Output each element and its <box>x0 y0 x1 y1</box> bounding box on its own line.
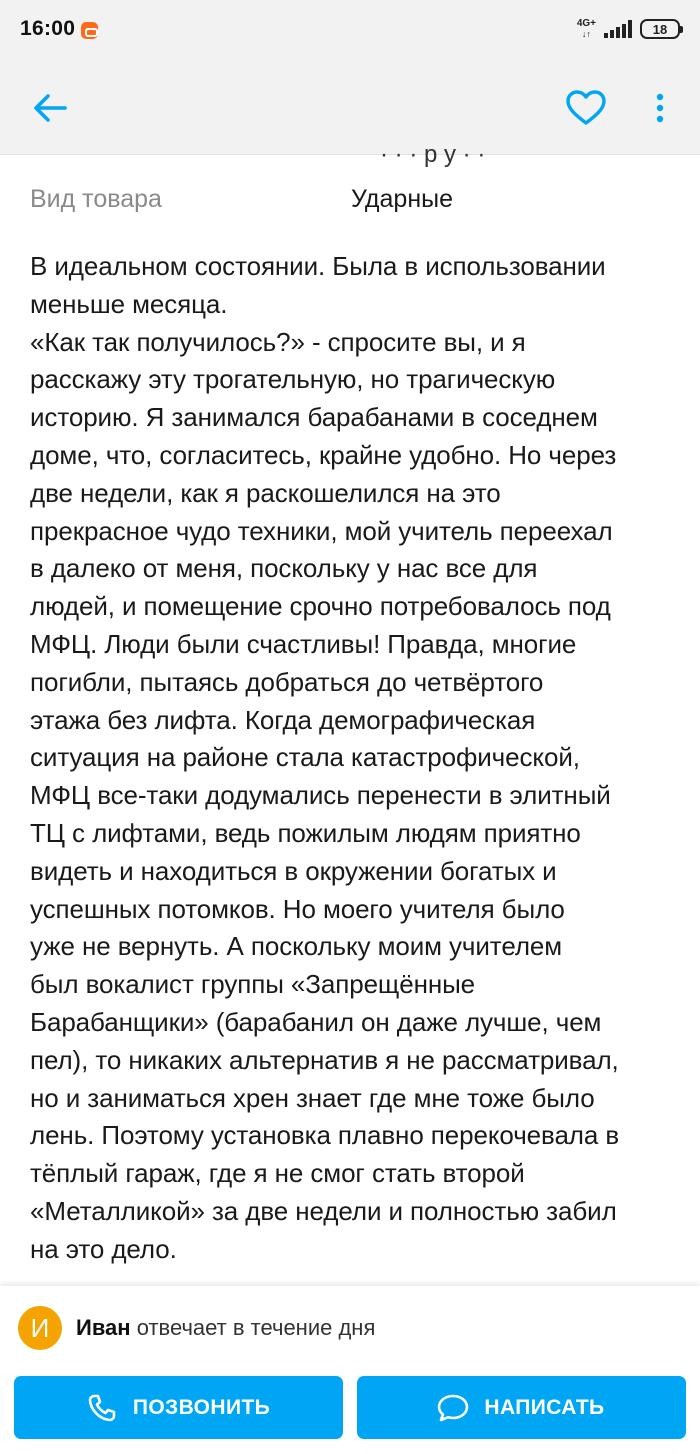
listing-content[interactable] <box>0 141 700 1285</box>
contact-panel <box>0 1286 700 1454</box>
seller-name[interactable]: Иван <box>76 1315 131 1340</box>
call-button[interactable] <box>14 1376 343 1439</box>
description-line: меньше месяца. <box>30 288 228 319</box>
chat-bubble-icon <box>438 1393 468 1423</box>
description-line: уже не вернуть. А поскольку моим учителем <box>30 931 563 962</box>
arrow-back-icon <box>33 93 67 123</box>
description-line: две недели, как я раскошелился на это <box>30 477 501 508</box>
notification-icon <box>81 22 98 39</box>
app-bar <box>0 58 700 155</box>
description-line: «Металликой» за две недели и полностью забил <box>30 1195 617 1226</box>
battery-level: 18 <box>652 21 668 37</box>
call-button-label: ПОЗВОНИТЬ <box>132 1395 271 1419</box>
back-button[interactable] <box>24 82 76 134</box>
listing-description <box>30 248 698 1269</box>
description-line: историю. Я занимался барабанами в соседнем <box>30 402 598 433</box>
spec-row-item-type <box>30 185 690 219</box>
heart-outline-icon <box>566 90 606 126</box>
status-time: 16:00 <box>20 17 76 40</box>
more-options-button[interactable] <box>640 82 680 134</box>
seller-response-time: отвечает в течение дня <box>130 1315 376 1340</box>
network-type: 4G+ ↓↑ <box>576 18 596 39</box>
description-line: людей, и помещение срочно потребовалось под <box>30 591 611 622</box>
more-vertical-icon <box>656 93 664 123</box>
description-line: прекрасное чудо техники, мой учитель переехал <box>30 515 613 546</box>
signal-icon <box>604 20 632 38</box>
description-line: доме, что, согласитесь, крайне удобно. Но через <box>30 439 617 470</box>
description-line: но и заниматься хрен знает где мне тоже было <box>30 1082 595 1113</box>
data-arrows-icon: ↓↑ <box>581 29 591 39</box>
write-button[interactable] <box>357 1376 686 1439</box>
description-line: погибли, пытаясь добраться до четвёртого <box>30 666 544 697</box>
description-line: расскажу эту трогательную, но трагическую <box>30 364 556 395</box>
favorite-button[interactable] <box>558 80 614 136</box>
seller-info[interactable] <box>18 1306 375 1350</box>
description-line: ситуация на районе стала катастрофической, <box>30 742 580 773</box>
description-line: этажа без лифта. Когда демографическая <box>30 704 536 735</box>
spec-value-partial: · · · р у · · <box>380 141 486 168</box>
description-line: «Как так получилось?» - спросите вы, и я <box>30 326 526 357</box>
description-line: МФЦ. Люди были счастливы! Правда, многие <box>30 628 577 659</box>
battery-icon <box>640 19 680 39</box>
spec-key: Вид товара <box>30 185 162 213</box>
description-line: лень. Поэтому установка плавно перекочевала в <box>30 1120 620 1151</box>
description-line: успешных потомков. Но моего учителя было <box>30 893 565 924</box>
seller-response-info <box>76 1315 375 1341</box>
status-indicators <box>577 19 680 39</box>
description-line: пел), то никаких альтернатив я не рассматривал, <box>30 1044 619 1075</box>
description-line: В идеальном состоянии. Была в использовании <box>30 251 606 281</box>
description-line: видеть и находиться в окружении богатых и <box>30 855 557 886</box>
avatar[interactable]: И <box>18 1306 62 1350</box>
description-line: МФЦ все-таки додумались перенести в элитный <box>30 780 611 811</box>
description-line: был вокалист группы «Запрещённые <box>30 969 476 1000</box>
description-line: ТЦ с лифтами, ведь пожилым людям приятно <box>30 817 581 848</box>
description-line: тёплый гараж, где я не смог стать второй <box>30 1158 525 1189</box>
description-line: на это дело. <box>30 1233 177 1264</box>
description-line: Барабанщики» (барабанил он даже лучше, чем <box>30 1006 602 1037</box>
write-button-label: НАПИСАТЬ <box>484 1395 605 1419</box>
phone-icon <box>87 1393 117 1423</box>
spec-value: Ударные <box>351 185 454 213</box>
description-line: в далеко от меня, поскольку у нас все для <box>30 553 538 584</box>
status-bar <box>0 0 700 58</box>
